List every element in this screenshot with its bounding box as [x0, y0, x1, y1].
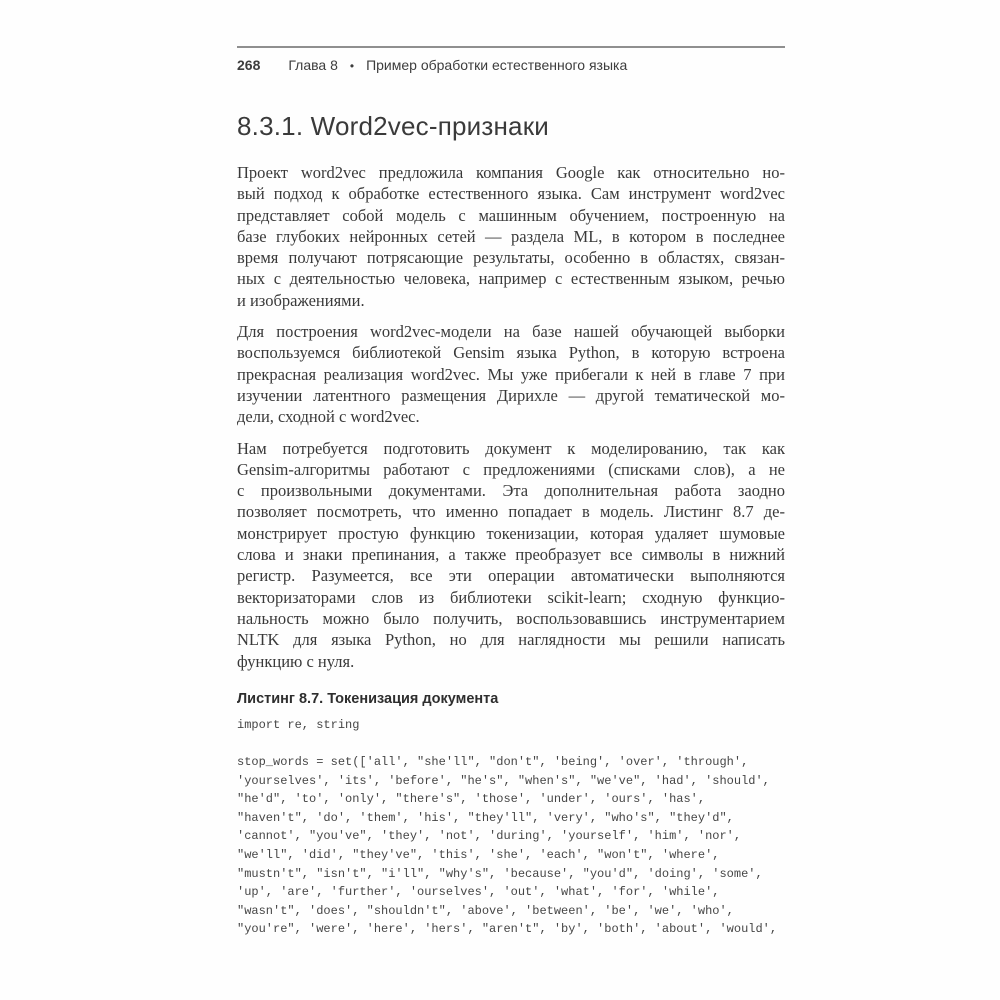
code-line: 'yourselves', 'its', 'before', "he's", "when's", "we've", 'had', 'should',: [237, 773, 770, 788]
text-line: функцию с нуля.: [237, 651, 355, 671]
text-line: позволяет посмотреть, что именно попадает в модель. Листинг 8.7 де-: [237, 502, 785, 522]
code-line: import re, string: [237, 717, 360, 732]
code-line: "he'd", 'to', 'only', "there's", 'those', 'under', 'ours', 'has',: [237, 792, 706, 807]
text-line: ных с деятельностью человека, например с естественным языком, речью: [237, 269, 785, 289]
text-line: NLTK для языка Python, но для наглядности мы решили написать: [237, 630, 785, 650]
code-line: "mustn't", "isn't", "i'll", "why's", 'because', "you'd", 'doing', 'some',: [237, 866, 763, 881]
chapter-label: Глава 8: [288, 57, 338, 73]
page-number: 268: [237, 57, 261, 73]
text-line: нальность можно было получить, воспользовавшись инструментарием: [237, 608, 785, 628]
text-line: представляет собой модель с машинным обучением, построенную на: [237, 205, 785, 225]
chapter-title: Пример обработки естественного языка: [366, 57, 628, 73]
text-line: регистр. Разумеется, все эти операции автоматически выполняются: [237, 566, 785, 586]
text-line: с произвольными документами. Эта дополнительная работа заодно: [237, 481, 785, 501]
code-listing: [237, 716, 785, 939]
paragraph: [237, 438, 785, 672]
code-line: stop_words = set(['all', "she'll", "don't", 'being', 'over', 'through',: [237, 755, 749, 770]
body-text: [237, 162, 785, 672]
text-line: время получают потрясающие результаты, особенно в областях, связан-: [237, 248, 785, 268]
text-line: монстрирует простую функцию токенизации, которая удаляет шумовые: [237, 523, 785, 543]
code-line: "you're", 'were', 'here', 'hers', "aren't", 'by', 'both', 'about', 'would',: [237, 922, 778, 937]
code-line: "we'll", 'did', "they've", 'this', 'she', 'each', "won't", 'where',: [237, 847, 720, 862]
code-line: "wasn't", 'does', "shouldn't", 'above', 'between', 'be', 'we', 'who',: [237, 903, 734, 918]
text-line: воспользуемся библиотекой Gensim языка Python, в которую встроена: [237, 343, 785, 363]
paragraph: [237, 321, 785, 427]
text-line: базе глубоких нейронных сетей — раздела ML, в котором в последнее: [237, 226, 785, 246]
header-rule: [237, 46, 785, 48]
header-separator-bullet: •: [349, 59, 355, 73]
text-line: вый подход к обработке естественного языка. Сам инструмент word2vec: [237, 184, 785, 204]
text-line: Gensim-алгоритмы работают с предложениями (списками слов), а не: [237, 459, 785, 479]
code-line: [237, 734, 785, 753]
text-line: Для построения word2vec-модели на базе нашей обучающей выборки: [237, 322, 785, 342]
code-line: 'up', 'are', 'further', 'ourselves', 'out', 'what', 'for', 'while',: [237, 885, 720, 900]
section-heading: 8.3.1. Word2vec-признаки: [237, 111, 550, 141]
text-line: слова и знаки препинания, а также преобразует все символы в нижний: [237, 545, 785, 565]
text-line: Проект word2vec предложила компания Google как относительно но-: [237, 163, 785, 182]
text-line: векторизаторами слов из библиотеки scikit-learn; сходную функцио-: [237, 587, 785, 607]
text-line: и изображениями.: [237, 290, 365, 310]
running-header: [237, 57, 785, 73]
text-line: Нам потребуется подготовить документ к моделированию, так как: [237, 438, 785, 458]
text-line: прекрасная реализация word2vec. Мы уже прибегали к ней в главе 7 при: [237, 364, 785, 384]
code-line: "haven't", 'do', 'them', 'his', "they'll", 'very', "who's", "they'd",: [237, 810, 734, 825]
paragraph: [237, 162, 785, 311]
page-content: [237, 46, 785, 939]
listing-caption: Листинг 8.7. Токенизация документа: [237, 690, 499, 707]
text-line: дели, сходной с word2vec.: [237, 407, 420, 427]
text-line: изучении латентного размещения Дирихле — другой тематической мо-: [237, 385, 785, 405]
code-line: 'cannot', "you've", 'they', 'not', 'during', 'yourself', 'him', 'nor',: [237, 829, 742, 844]
